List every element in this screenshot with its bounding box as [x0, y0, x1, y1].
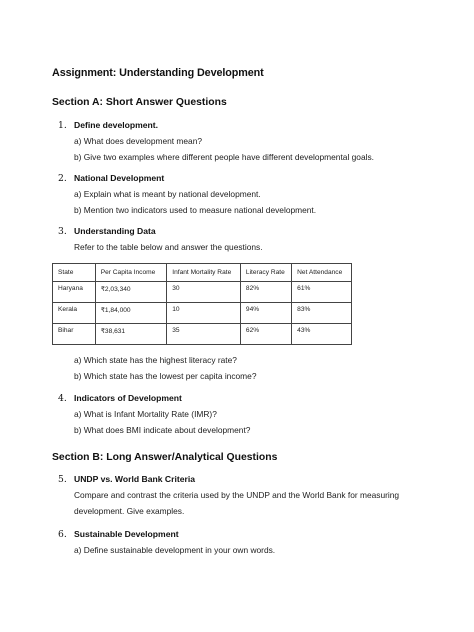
question-line: a) Explain what is meant by national development. [74, 189, 261, 199]
question-line: Compare and contrast the criteria used by the UNDP and the World Bank for measuring [74, 490, 400, 500]
question-line: b) Mention two indicators used to measure national development. [74, 205, 317, 215]
table-cell: 43% [292, 324, 352, 345]
table-row [53, 324, 352, 345]
question-line: b) Which state has the lowest per capita income? [74, 371, 257, 381]
data-table [52, 263, 352, 345]
table-cell: ₹2,03,340 [95, 282, 167, 303]
column-header: Net Attendance [292, 264, 352, 282]
question-line: b) What does BMI indicate about development? [74, 425, 251, 435]
question-heading: National Development [74, 173, 165, 183]
column-header: Infant Mortality Rate [167, 264, 241, 282]
question-heading: Understanding Data [74, 226, 156, 236]
question-number: 4. [58, 393, 67, 404]
table-header-row [53, 264, 352, 282]
question-number: 3. [58, 226, 67, 237]
question-line: b) Give two examples where different people have different developmental goals. [74, 152, 374, 162]
table-cell: 35 [167, 324, 241, 345]
question-line: a) What is Infant Mortality Rate (IMR)? [74, 409, 217, 419]
question-heading: Define development. [74, 120, 159, 130]
table-cell: 83% [292, 303, 352, 324]
table-cell: 62% [240, 324, 291, 345]
question-heading: UNDP vs. World Bank Criteria [74, 474, 195, 484]
table-cell: 30 [167, 282, 241, 303]
table-cell: ₹38,631 [95, 324, 167, 345]
section-b-heading: Section B: Long Answer/Analytical Questions [52, 452, 278, 463]
table-cell: 94% [240, 303, 291, 324]
question-line: development. Give examples. [74, 506, 185, 516]
column-header: State [53, 264, 96, 282]
table-cell: Bihar [53, 324, 96, 345]
section-a-heading: Section A: Short Answer Questions [52, 97, 227, 108]
table-row [53, 303, 352, 324]
column-header: Literacy Rate [240, 264, 291, 282]
table-row [53, 282, 352, 303]
table-cell: 82% [240, 282, 291, 303]
table-cell: Haryana [53, 282, 96, 303]
question-line: a) What does development mean? [74, 136, 203, 146]
table-cell: 10 [167, 303, 241, 324]
question-number: 6. [58, 529, 67, 540]
question-heading: Sustainable Development [74, 529, 179, 539]
question-line: Refer to the table below and answer the questions. [74, 242, 263, 252]
table-cell: 61% [292, 282, 352, 303]
question-number: 2. [58, 173, 67, 184]
question-line: a) Which state has the highest literacy rate? [74, 355, 237, 365]
question-heading: Indicators of Development [74, 393, 182, 403]
table-cell: Kerala [53, 303, 96, 324]
page-title: Assignment: Understanding Development [52, 67, 264, 79]
question-number: 1. [58, 120, 67, 131]
column-header: Per Capita Income [95, 264, 167, 282]
question-number: 5. [58, 474, 67, 485]
table-cell: ₹1,84,000 [95, 303, 167, 324]
question-line: a) Define sustainable development in your own words. [74, 545, 276, 555]
